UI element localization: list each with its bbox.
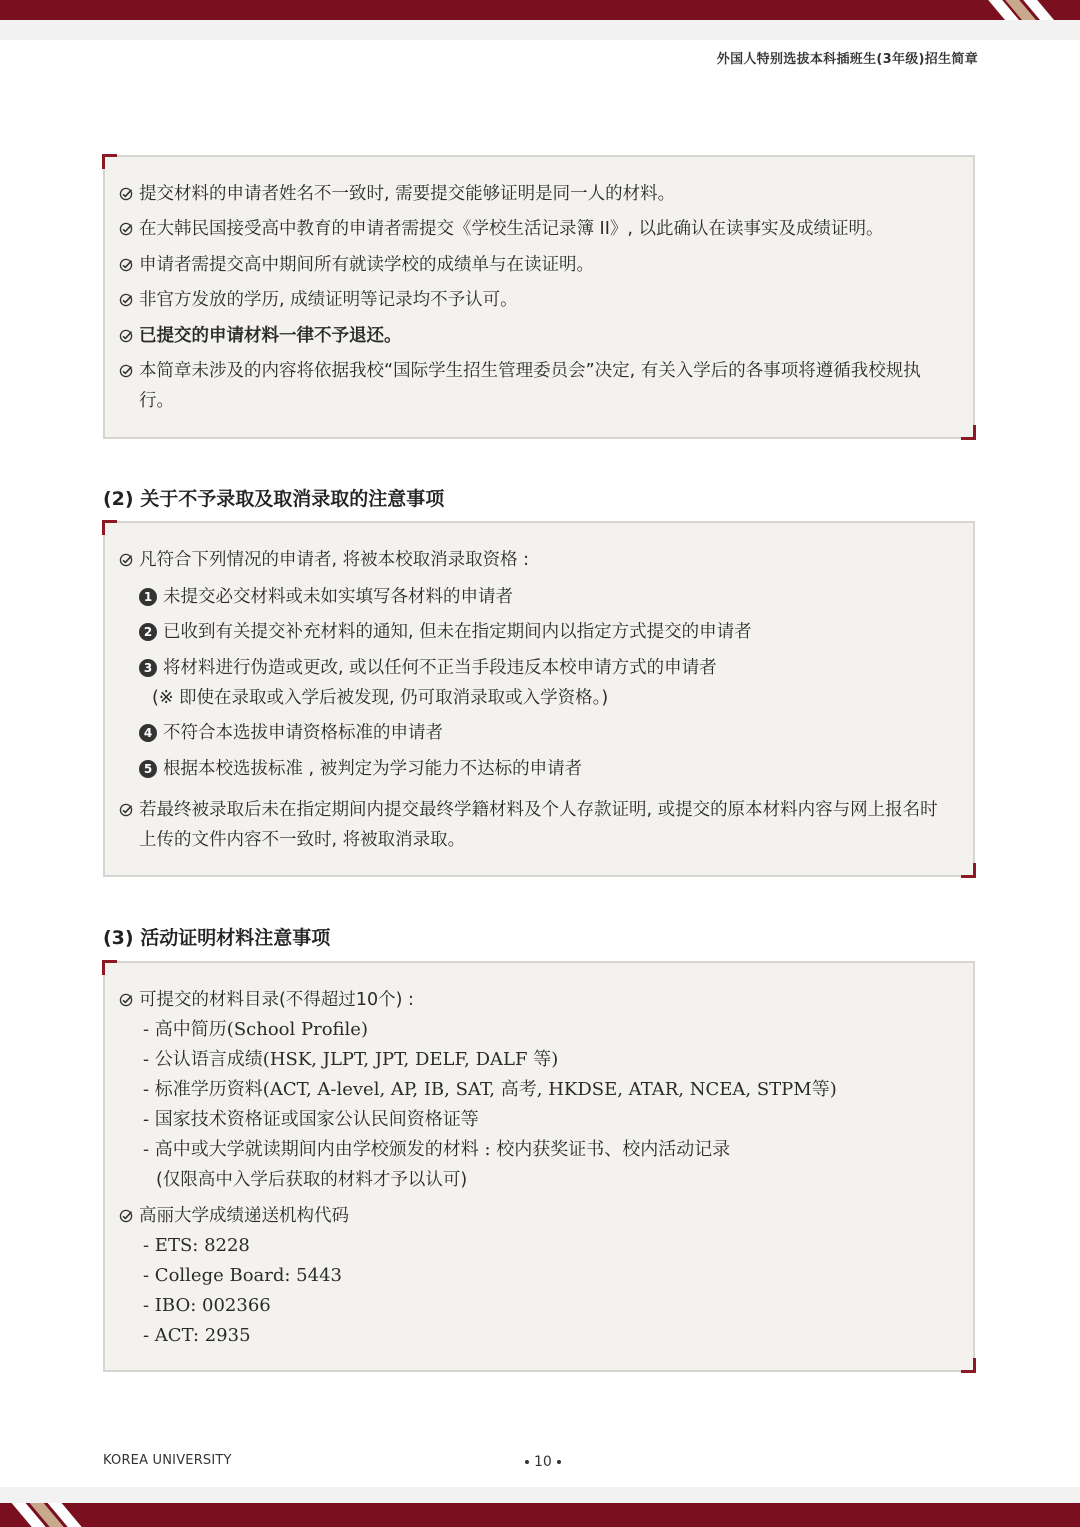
notes-box-1 <box>103 155 975 439</box>
list-item: 申请者需提交高中期间所有就读学校的成绩单与在读证明。 <box>119 250 955 280</box>
numbered-item: 1 未提交必交材料或未如实填写各材料的申请者 <box>139 582 513 612</box>
bottom-gray-band <box>0 1487 1080 1503</box>
number-badge-icon: 2 <box>139 623 157 641</box>
dash-item: - 高中简历(School Profile) <box>143 1019 368 1040</box>
number-badge-icon: 1 <box>139 588 157 606</box>
dash-item-note: (仅限高中入学后获取的材料才予以认可) <box>156 1170 468 1190</box>
list-item: 若最终被录取后未在指定期间内提交最终学籍材料及个人存款证明, 或提交的原本材料内容与网上报名时上传的文件内容不一致时, 将被取消录取。 <box>119 795 955 855</box>
check-circle-icon <box>119 1209 133 1223</box>
check-circle-icon <box>119 803 133 817</box>
dash-item: - 国家技术资格证或国家公认民间资格证等 <box>143 1109 479 1130</box>
check-circle-icon <box>119 364 133 378</box>
dash-item: - 高中或大学就读期间内由学校颁发的材料 : 校内获奖证书、校内活动记录 <box>143 1139 731 1160</box>
dash-item: - ACT: 2935 <box>143 1325 251 1346</box>
page-number: 10 <box>520 1454 566 1470</box>
list-item: 凡符合下列情况的申请者, 将被本校取消录取资格 : <box>119 545 955 575</box>
check-circle-icon <box>119 553 133 567</box>
number-badge-icon: 4 <box>139 724 157 742</box>
list-item: 已提交的申请材料一律不予退还。 <box>119 321 955 351</box>
check-circle-icon <box>119 222 133 236</box>
bottom-decorative-band <box>0 1503 1080 1527</box>
number-badge-icon: 3 <box>139 659 157 677</box>
footer-university-name: KOREA UNIVERSITY <box>103 1453 232 1468</box>
dash-item: - IBO: 002366 <box>143 1295 271 1316</box>
list-item: 本简章未涉及的内容将依据我校“国际学生招生管理委员会”决定, 有关入学后的各事项将遵循我校规执行。 <box>119 356 955 416</box>
section-2-heading: (2) 关于不予录取及取消录取的注意事项 <box>103 488 445 510</box>
number-badge-icon: 5 <box>139 760 157 778</box>
check-circle-icon <box>119 993 133 1007</box>
top-gray-band <box>0 20 1080 40</box>
section-3-heading: (3) 活动证明材料注意事项 <box>103 927 331 949</box>
top-decorative-band <box>0 0 1080 20</box>
check-circle-icon <box>119 293 133 307</box>
notes-box-2 <box>103 521 975 877</box>
list-item: 提交材料的申请者姓名不一致时, 需要提交能够证明是同一人的材料。 <box>119 179 955 209</box>
dash-item: - 公认语言成绩(HSK, JLPT, JPT, DELF, DALF 等) <box>143 1049 559 1070</box>
list-item: 在大韩民国接受高中教育的申请者需提交《学校生活记录簿 II》, 以此确认在读事实及成绩证明。 <box>119 214 955 244</box>
dot-icon <box>525 1460 529 1464</box>
page-header-title: 外国人特别选拔本科插班生(3年级)招生简章 <box>716 52 978 67</box>
dash-item: - 标准学历资料(ACT, A-level, AP, IB, SAT, 高考, HKDSE, ATAR, NCEA, STPM等) <box>143 1079 837 1100</box>
check-circle-icon <box>119 258 133 272</box>
dot-icon <box>557 1460 561 1464</box>
notes-box-3 <box>103 961 975 1372</box>
numbered-item: 2 已收到有关提交补充材料的通知, 但未在指定期间内以指定方式提交的申请者 <box>139 617 752 647</box>
dash-item: - College Board: 5443 <box>143 1265 342 1286</box>
numbered-item-note: (※ 即使在录取或入学后被发现, 仍可取消录取或入学资格。) <box>152 688 609 708</box>
list-item: 非官方发放的学历, 成绩证明等记录均不予认可。 <box>119 285 955 315</box>
numbered-item: 3 将材料进行伪造或更改, 或以任何不正当手段违反本校申请方式的申请者 <box>139 653 717 683</box>
list-item: 可提交的材料目录(不得超过10个) : <box>119 985 955 1015</box>
numbered-item: 5 根据本校选拔标准 , 被判定为学习能力不达标的申请者 <box>139 754 582 784</box>
check-circle-icon <box>119 187 133 201</box>
dash-item: - ETS: 8228 <box>143 1235 250 1256</box>
numbered-item: 4 不符合本选拔申请资格标准的申请者 <box>139 718 443 748</box>
check-circle-icon <box>119 329 133 343</box>
list-item: 高丽大学成绩递送机构代码 <box>119 1201 955 1231</box>
